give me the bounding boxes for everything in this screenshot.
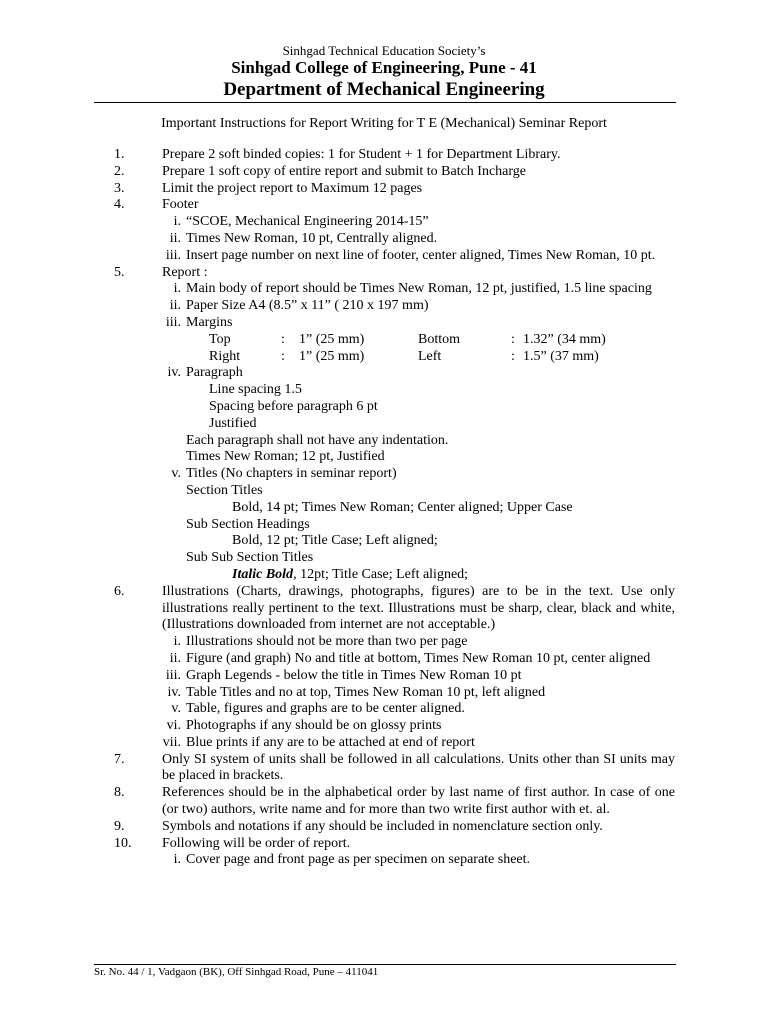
sub-item-text: Blue prints if any are to be attached at end of report [186, 734, 475, 750]
item-number: 8. [114, 785, 125, 801]
footer-address: Sr. No. 44 / 1, Vadgaon (BK), Off Sinhgad Road, Pune – 411041 [94, 966, 379, 978]
item-text: Prepare 1 soft copy of entire report and submit to Batch Incharge [162, 163, 527, 179]
sub-item-text: Times New Roman, 10 pt, Centrally aligned. [186, 230, 438, 246]
sub-item-text: Graph Legends - below the title in Times New Roman 10 pt [186, 667, 522, 683]
sub-item-text: Table, figures and graphs are to be center aligned. [186, 701, 465, 717]
sub-item-numeral: ii. [169, 230, 181, 246]
item-number: 9. [114, 818, 125, 834]
list-item [0, 181, 768, 198]
sub-item [0, 718, 768, 735]
item-text: Report : [162, 264, 208, 280]
instructions-list [0, 147, 768, 869]
margin-label: Top [209, 331, 231, 347]
sub-item [0, 281, 768, 298]
sub-item-text: Paragraph [186, 365, 243, 381]
paragraph-spacing-before: Spacing before paragraph 6 pt [209, 398, 378, 414]
sub-section-format: Bold, 12 pt; Title Case; Left aligned; [232, 533, 438, 549]
sub-item-text: “SCOE, Mechanical Engineering 2014-15” [186, 214, 429, 230]
paragraph-note-font: Times New Roman; 12 pt, Justified [186, 449, 385, 465]
document-title: Important Instructions for Report Writing for T E (Mechanical) Seminar Report [161, 116, 607, 131]
footer-divider [94, 964, 676, 965]
sub-item-numeral: vii. [162, 734, 181, 750]
sub-item [0, 651, 768, 668]
sub-item [0, 365, 768, 382]
sub-section-heading: Sub Section Headings [186, 516, 310, 532]
sub-item-numeral: i. [173, 281, 181, 297]
sub-item-text: Main body of report should be Times New Roman, 12 pt, justified, 1.5 line spacing [186, 281, 652, 297]
section-titles-heading: Section Titles [186, 482, 263, 498]
item-text: References should be in the alphabetical order by last name of first author. In case of one (or two) authors, write name and for more than two write first author with et. al. [162, 785, 675, 818]
list-item [0, 819, 768, 836]
sub-item-text: Paper Size A4 (8.5” x 11” ( 210 x 197 mm) [186, 298, 429, 314]
sub-item-numeral: ii. [169, 298, 181, 314]
sub-item [0, 466, 768, 483]
italic-bold-text: Italic Bold [232, 566, 294, 582]
sub-item-text: Figure (and graph) No and title at bottom, Times New Roman 10 pt, center aligned [186, 650, 651, 666]
sub-item-numeral: ii. [169, 650, 181, 666]
sub-item-numeral: v. [171, 466, 181, 482]
item-number: 4. [114, 197, 125, 213]
item-text: Prepare 2 soft binded copies: 1 for Student + 1 for Department Library. [162, 147, 561, 162]
sub-item-text: Titles (No chapters in seminar report) [186, 466, 397, 482]
sub-sub-section-format [232, 567, 675, 584]
sub-item-text: Cover page and front page as per specimen on separate sheet. [186, 852, 531, 868]
header-divider [94, 102, 676, 103]
sub-item [0, 315, 768, 332]
sub-item-numeral: v. [171, 701, 181, 717]
list-item [0, 584, 768, 634]
sub-item [0, 634, 768, 651]
list-item [0, 785, 768, 819]
margin-value: 1” (25 mm) [299, 348, 365, 364]
paragraph-line-spacing: Line spacing 1.5 [209, 382, 302, 398]
sub-item-text: Insert page number on next line of footer, center aligned, Times New Roman, 10 pt. [186, 247, 656, 263]
sub-item-numeral: i. [173, 214, 181, 230]
item-number: 6. [114, 583, 125, 599]
item-text: Limit the project report to Maximum 12 pages [162, 180, 423, 196]
item-number: 5. [114, 264, 125, 280]
sub-item [0, 852, 768, 869]
margin-value: 1.5” (37 mm) [523, 348, 599, 364]
sub-sub-section-heading: Sub Sub Section Titles [186, 550, 314, 566]
sub-item-numeral: iv. [167, 365, 181, 381]
item-number: 10. [114, 835, 132, 851]
margin-label: Left [418, 348, 442, 364]
sub-item [0, 668, 768, 685]
margin-colon: : [511, 331, 515, 347]
list-item [0, 147, 768, 164]
margin-colon: : [281, 348, 285, 364]
list-item [0, 265, 768, 282]
paragraph-note-indent: Each paragraph shall not have any indentation. [186, 432, 449, 448]
sub-item [0, 298, 768, 315]
sub-item [0, 214, 768, 231]
margin-colon: : [281, 331, 285, 347]
item-text: Illustrations (Charts, drawings, photographs, figures) are to be in the text. Use only illustrations really pertinent to the text. Illustrations must be sharp, clear, black and white, (Illustrations downloaded from internet are not acceptable.) [162, 583, 675, 633]
sub-item-numeral: i. [173, 634, 181, 650]
college-name: Sinhgad College of Engineering, Pune - 41 [231, 58, 537, 77]
item-number: 7. [114, 751, 125, 767]
margin-label: Right [209, 348, 241, 364]
sub-item-numeral: iv. [167, 684, 181, 700]
list-item [0, 197, 768, 214]
item-text: Symbols and notations if any should be included in nomenclature section only. [162, 818, 603, 834]
item-number: 3. [114, 180, 125, 196]
sub-item-text: Photographs if any should be on glossy prints [186, 718, 442, 734]
item-number: 2. [114, 163, 125, 179]
sub-item [0, 248, 768, 265]
item-text: Following will be order of report. [162, 835, 351, 851]
sub-item [0, 701, 768, 718]
list-item [0, 836, 768, 853]
sub-item [0, 685, 768, 702]
item-text: Only SI system of units shall be followed in all calculations. Units other than SI units may be placed in brackets. [162, 751, 675, 784]
sub-item-numeral: iii. [165, 314, 181, 330]
list-item [0, 164, 768, 181]
sub-item-text: Illustrations should not be more than two per page [186, 634, 468, 650]
section-titles-format: Bold, 14 pt; Times New Roman; Center aligned; Upper Case [232, 499, 573, 515]
margin-value: 1” (25 mm) [299, 331, 365, 347]
department-name: Department of Mechanical Engineering [223, 79, 545, 100]
paragraph-justified: Justified [209, 415, 257, 431]
list-item [0, 752, 768, 786]
item-number: 1. [114, 147, 125, 162]
sub-item-numeral: iii. [165, 667, 181, 683]
margin-value: 1.32” (34 mm) [523, 331, 606, 347]
sub-item [0, 735, 768, 752]
sub-item [0, 231, 768, 248]
margin-label: Bottom [418, 331, 461, 347]
item-text: Footer [162, 197, 199, 213]
margins-row-1 [0, 332, 768, 349]
sub-item-text: Table Titles and no at top, Times New Roman 10 pt, left aligned [186, 684, 546, 700]
sub-item-numeral: vi. [166, 718, 181, 734]
sub-item-numeral: i. [173, 852, 181, 868]
margins-row-2 [0, 349, 768, 366]
sub-item-text: Margins [186, 314, 233, 330]
margin-colon: : [511, 348, 515, 364]
sub-item-numeral: iii. [165, 247, 181, 263]
society-name: Sinhgad Technical Education Society’s [282, 43, 486, 58]
sub-sub-format-rest: , 12pt; Title Case; Left aligned; [293, 566, 469, 582]
